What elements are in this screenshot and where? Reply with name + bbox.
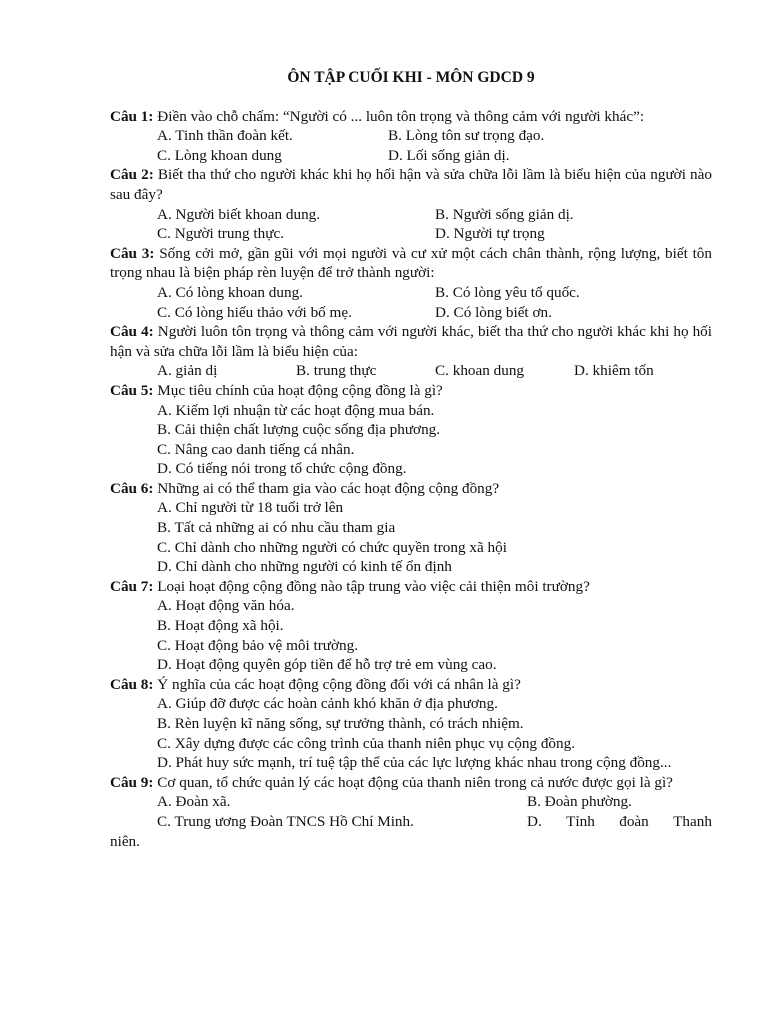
option-b: B. Hoạt động xã hội. xyxy=(157,617,284,635)
options-row xyxy=(110,126,712,146)
question-4 xyxy=(110,322,712,361)
option-b: B. Cải thiện chất lượng cuộc sống địa phương. xyxy=(157,421,441,439)
question-text: Điền vào chỗ chấm: “Người có ... luôn tôn trọng và thông cảm với người khác”: xyxy=(153,107,645,125)
option-d xyxy=(527,812,712,832)
option-a: A. Giúp đỡ được các hoàn cảnh khó khăn ở địa phương. xyxy=(157,695,498,713)
question-label: Câu 3: xyxy=(110,244,155,262)
option-d-word: Tỉnh xyxy=(566,812,595,830)
question-text: Những ai có thể tham gia vào các hoạt động cộng đồng? xyxy=(153,479,500,497)
option-c: C. Lòng khoan dung xyxy=(157,146,282,164)
question-label: Câu 2: xyxy=(110,166,154,184)
question-label: Câu 1: xyxy=(110,107,154,125)
option-d: D. Người tự trọng xyxy=(435,225,545,243)
option-d-word: đoàn xyxy=(619,812,649,830)
option-d-word: Thanh xyxy=(673,812,712,830)
question-label: Câu 5: xyxy=(110,381,154,399)
option-a: A. Kiếm lợi nhuận từ các hoạt động mua bán. xyxy=(157,401,435,419)
options-row xyxy=(110,792,712,812)
question-6 xyxy=(110,479,712,499)
option-b: B. trung thực xyxy=(296,362,377,380)
options-row xyxy=(110,812,712,832)
question-text: Biết tha thứ cho người khác khi họ hối hận và sửa chữa lỗi lầm là biểu hiện của người nào sau đây? xyxy=(110,166,712,203)
option-b: B. Tất cả những ai có nhu cầu tham gia xyxy=(157,519,396,537)
question-7 xyxy=(110,577,712,597)
option-d: D. Chỉ dành cho những người có kinh tế ổn định xyxy=(157,558,452,576)
option-c: C. khoan dung xyxy=(435,362,525,380)
question-label: Câu 6: xyxy=(110,479,154,497)
option-d: D. Lối sống giản dị. xyxy=(388,146,510,164)
option-c: C. Trung ương Đoàn TNCS Hồ Chí Minh. xyxy=(157,812,414,830)
option-c: C. Hoạt động bảo vệ môi trường. xyxy=(157,636,359,654)
option-a: A. giản dị xyxy=(157,362,218,380)
option-c: C. Người trung thực. xyxy=(157,225,285,243)
option-c: C. Có lòng hiếu thảo với bố mẹ. xyxy=(157,303,352,321)
option-b: B. Rèn luyện kĩ năng sống, sự trưởng thành, có trách nhiệm. xyxy=(157,715,524,732)
option-b: B. Người sống giản dị. xyxy=(435,205,574,223)
question-text: Người luôn tôn trọng và thông cảm với người khác, biết tha thứ cho người khác khi họ hối hận và sửa chữa lỗi lầm là biểu hiện của: xyxy=(110,323,712,360)
option-d: D. Phát huy sức mạnh, trí tuệ tập thể của các lực lượng khác nhau trong cộng đồng... xyxy=(157,754,672,772)
question-label: Câu 7: xyxy=(110,577,154,595)
option-d-word: D. xyxy=(527,812,542,830)
question-text: Loại hoạt động cộng đồng nào tập trung vào việc cải thiện môi trường? xyxy=(153,577,590,595)
option-a: A. Người biết khoan dung. xyxy=(157,205,321,223)
option-d: D. Có lòng biết ơn. xyxy=(435,303,552,321)
question-text: Sống cởi mở, gần gũi với mọi người và cư xử một cách chân thành, rộng lượng, biết tôn trọng nhau là biện pháp rèn luyện để trở thành người: xyxy=(110,244,712,282)
options-row xyxy=(110,303,712,323)
option-d: D. Hoạt động quyên góp tiền để hỗ trợ trẻ em vùng cao. xyxy=(157,656,497,674)
options-row xyxy=(110,205,712,225)
question-2 xyxy=(110,165,712,204)
question-text: Cơ quan, tổ chức quản lý các hoạt động của thanh niên trong cả nước được gọi là gì? xyxy=(153,773,673,791)
document-page xyxy=(110,68,712,851)
option-d: D. khiêm tốn xyxy=(574,362,654,380)
option-b: B. Có lòng yêu tổ quốc. xyxy=(435,283,580,301)
options-row xyxy=(110,283,712,303)
question-3 xyxy=(110,244,712,283)
options-row xyxy=(110,146,712,166)
option-d: D. Có tiếng nói trong tổ chức cộng đồng. xyxy=(157,460,407,478)
options-row xyxy=(110,224,712,244)
options-row xyxy=(110,361,712,381)
option-c: C. Xây dựng được các công trình của thanh niên phục vụ cộng đồng. xyxy=(157,734,575,752)
question-5 xyxy=(110,381,712,401)
option-b: B. Đoàn phường. xyxy=(527,793,632,811)
question-9 xyxy=(110,773,712,793)
option-c: C. Nâng cao danh tiếng cá nhân. xyxy=(157,440,355,458)
option-b: B. Lòng tôn sư trọng đạo. xyxy=(388,127,545,145)
question-label: Câu 4: xyxy=(110,323,154,341)
option-c: C. Chỉ dành cho những người có chức quyền trong xã hội xyxy=(157,538,507,556)
option-a: A. Chỉ người từ 18 tuổi trở lên xyxy=(157,499,344,517)
option-a: A. Hoạt động văn hóa. xyxy=(157,597,295,615)
document-title: ÔN TẬP CUỐI KHI - MÔN GDCD 9 xyxy=(287,69,535,86)
question-8 xyxy=(110,675,712,695)
question-text: Mục tiêu chính của hoạt động cộng đồng là gì? xyxy=(153,381,443,399)
question-label: Câu 9: xyxy=(110,773,154,791)
option-a: A. Đoàn xã. xyxy=(157,793,231,811)
option-a: A. Tinh thần đoàn kết. xyxy=(157,127,293,145)
question-1 xyxy=(110,107,712,127)
option-d-continuation: niên. xyxy=(110,832,140,850)
option-a: A. Có lòng khoan dung. xyxy=(157,283,303,301)
question-label: Câu 8: xyxy=(110,675,154,693)
question-text: Ý nghĩa của các hoạt động cộng đồng đối với cá nhân là gì? xyxy=(153,675,521,693)
